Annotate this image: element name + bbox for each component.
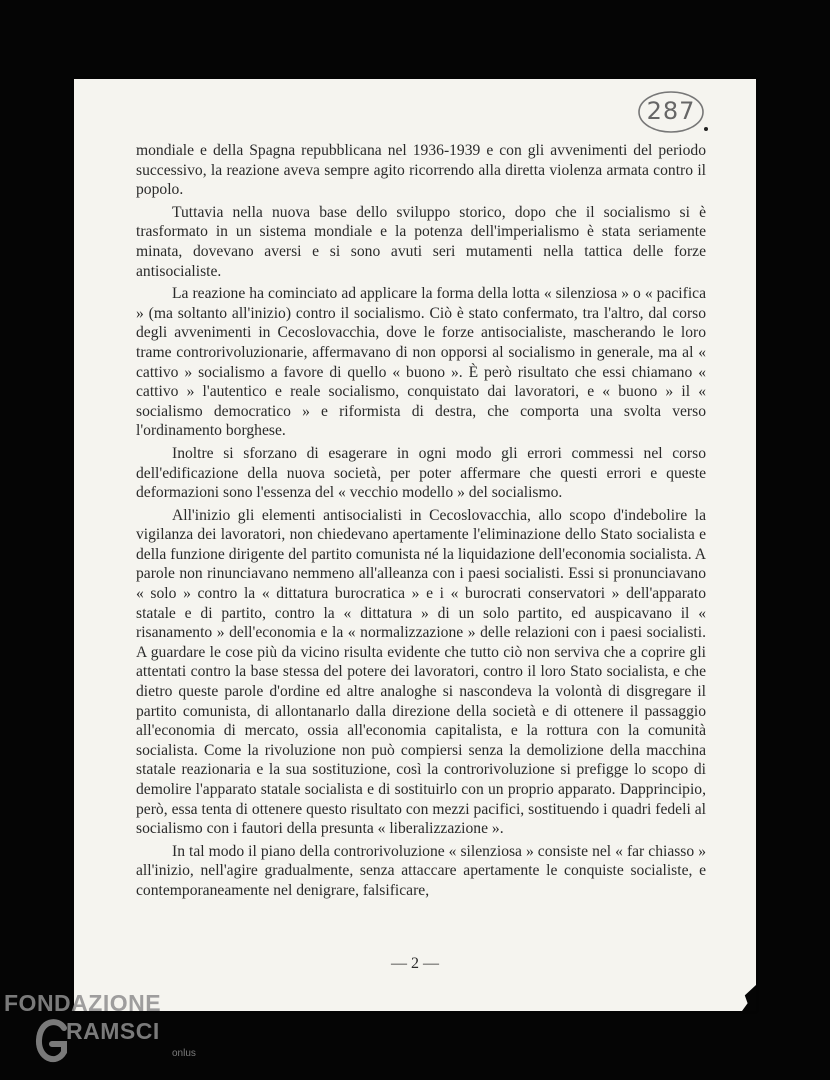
body-text [136, 141, 706, 904]
paragraph: mondiale e della Spagna repubblicana nel 1936-1939 e con gli avvenimenti del periodo successivo, la reazione aveva sempre agito ricorrendo alla diretta violenza armata contro il popolo. [136, 142, 706, 199]
paragraph: Inoltre si sforzano di esagerare in ogni modo gli errori commessi nel corso dell'edificazione della nuova società, per poter affermare che questi errori e queste deformazioni sono l'essenza del « vecchio modello » del socialismo. [136, 444, 706, 502]
fondazione-gramsci-watermark [4, 990, 214, 1072]
gramsci-g-logo-icon [34, 1014, 68, 1070]
handwritten-page-number [640, 91, 702, 131]
paragraph: Tuttavia nella nuova base dello sviluppo storico, dopo che il socialismo si è trasformato in un sistema mondiale e la potenza dell'imperialismo è stata seriamente minata, dovevano aversi e si sono avuti seri mutamenti nella tattica delle forze antisocialiste. [136, 203, 706, 280]
watermark-line2: RAMSCI [66, 1018, 160, 1044]
watermark-line1: FONDAZIONE [4, 990, 162, 1016]
torn-corner [742, 985, 756, 1011]
ink-mark [704, 127, 708, 131]
document-page [74, 79, 756, 1011]
paragraph: All'inizio gli elementi antisocialisti in Cecoslovacchia, allo scopo d'indebolire la vigilanza dei lavoratori, non chiedevano apertamente l'eliminazione dello Stato socialista e della funzione dirigente del partito comunista né la liquidazione dell'economia socialista. A parole non rinunciavano nemmeno all'alleanza con i paesi socialisti. Essi si pronunciavano « solo » contro la « dittatura burocratica » e i « burocrati conservatori » dell'apparato statale e di partito, contro la « dittatura » di un solo partito, ed auspicavano il « risanamento » dell'economia e la « normalizzazione » delle relazioni con i paesi socialisti. A guardare le cose più da vicino risulta evidente che tutto ciò non serviva che a coprire gli attentati contro la base stessa del potere dei lavoratori, contro il loro Stato socialista, e che dietro queste parole d'ordine ed altre analoghe si nascondeva la volontà di disgregare il partito comunista, di allontanarlo dalla direzione della società e di ottenere il passaggio all'economia di mercato, ossia all'economia capitalista, e la rottura con la comunità socialista. Come la rivoluzione non può compiersi senza la demolizione della macchina statale reazionaria e la sua sostituzione, così la controrivoluzione si prefigge lo scopo di demolire l'apparato statale socialista e di sostituirlo con un proprio apparato. Dapprincipio, però, essa tenta di ottenere questo risultato con mezzi pacifici, sostituendo i quadri fedeli al socialismo con i fautori della presunta « liberalizzazione ». [136, 506, 706, 838]
paragraph: La reazione ha cominciato ad applicare la forma della lotta « silenziosa » o « pacifica » (ma soltanto all'inizio) contro il socialismo. Ciò è stato confermato, tra l'altro, dal corso degli avvenimenti in Cecoslovacchia, dove le forze antisocialiste, mascherando le loro trame controrivoluzionarie, affermavano di non opporsi al socialismo in generale, ma al « cattivo » socialismo a favore di quello « buono ». È però risultato che essi chiamano « cattivo » l'autentico e reale socialismo, conquistato dai lavoratori, e « buono » il « socialismo democratico » e riformista di destra, che comporta una svolta verso l'ordinamento borghese. [136, 285, 706, 440]
page-folio: — 2 — [391, 955, 439, 972]
watermark-line3: onlus [172, 1048, 196, 1059]
paragraph: In tal modo il piano della controrivoluzione « silenziosa » consiste nel « far chiasso » all'inizio, nell'agire gradualmente, senza attaccare apertamente le conquiste socialiste, e contemporaneamente nel denigrare, falsificare, [136, 842, 706, 899]
handwritten-number: 287 [646, 97, 696, 125]
